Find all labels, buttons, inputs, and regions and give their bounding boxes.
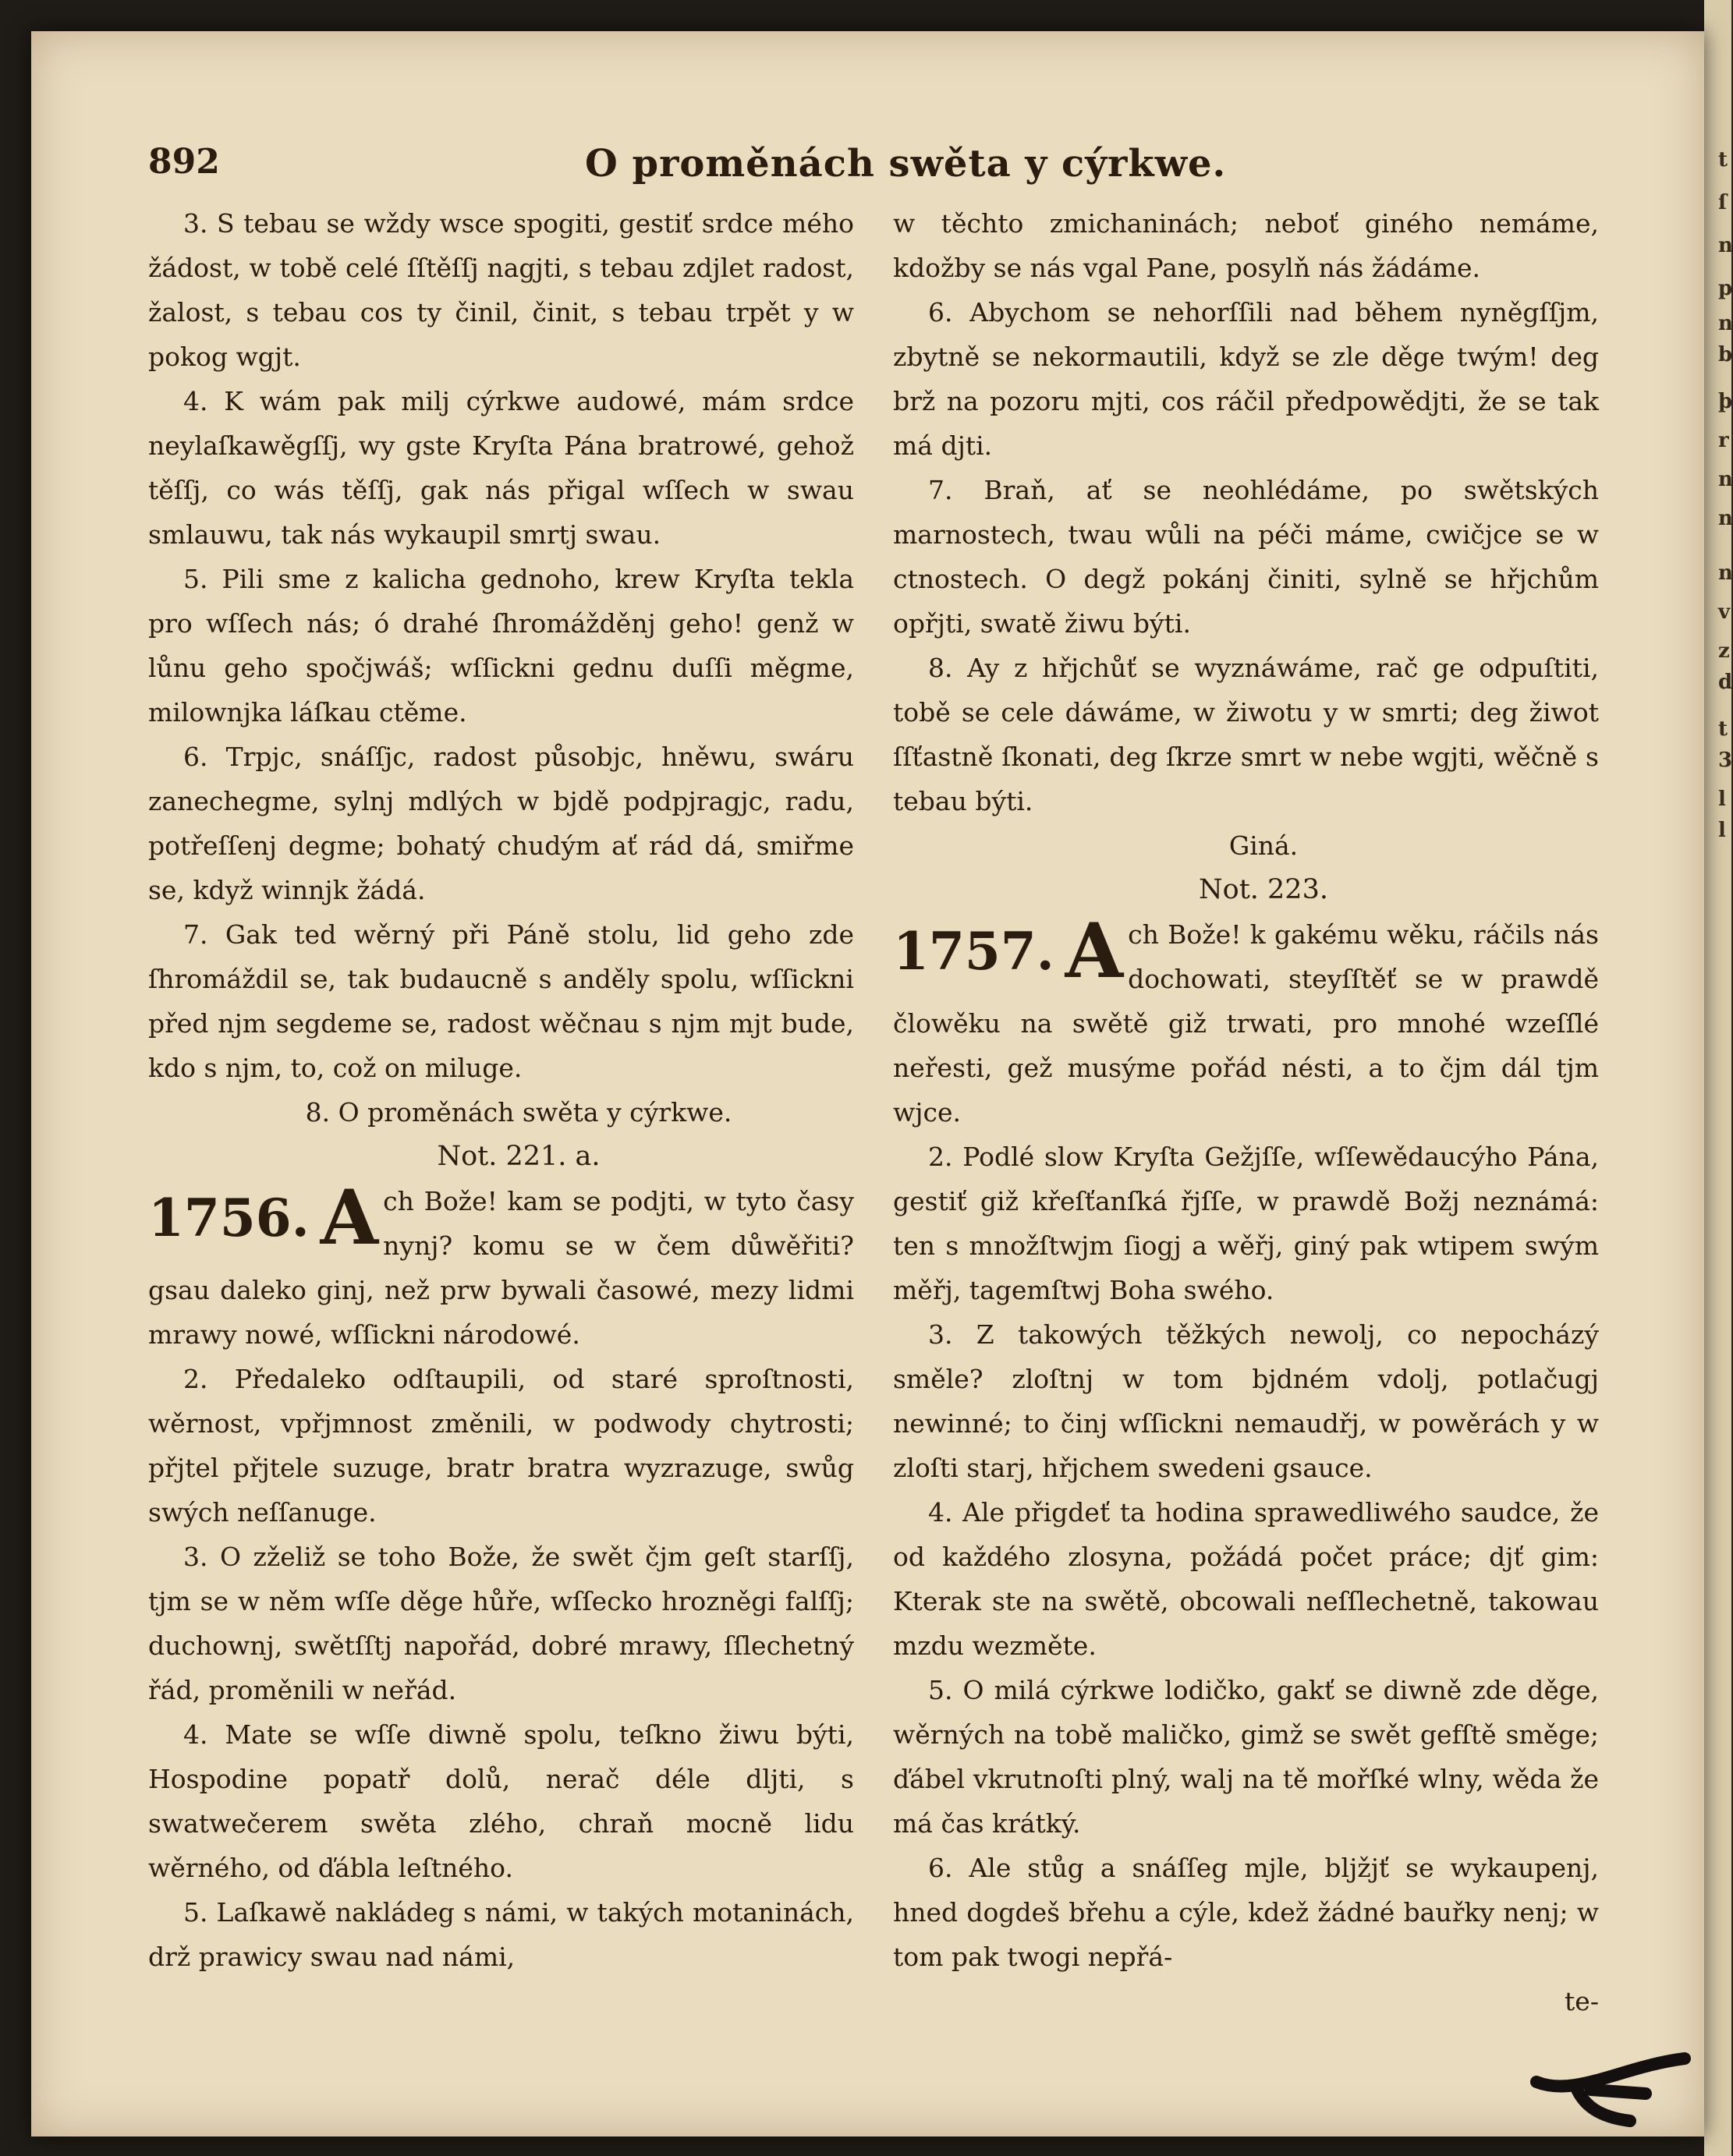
stanza: 2. Předaleko odſtaupili, od staré sproſtnosti, wěrnost, vpřjmnost změnili, w podwody chytrosti; přjtel přjtele suzuge, bratr bratra wyzrazuge, swůg swých neſſanuge. xyxy=(148,1364,854,1528)
edge-letter: ſ xyxy=(1718,191,1728,214)
tune-note: Not. 223. xyxy=(1199,874,1328,905)
drop-cap: A xyxy=(1065,907,1124,995)
edge-letter: l xyxy=(1718,788,1726,811)
stanza: 3. Z takowých těžkých newolj, co nepocházý směle? zloſtnj w tom bjdném vdolj, potlačugj newinné; to činj wſſickni nemaudřj, w powěrách y w zloſti starj, hřjchem swedeni gsauce. xyxy=(893,1319,1599,1483)
right-column xyxy=(893,201,1599,2023)
stanza: 6. Trpjc, snáſſjc, radost působjc, hněwu, swáru zanechegme, sylnj mdlých w bjdě podpjragjc, radu, potřeſſenj degme; bohatý chudým ať rád dá, smiřme se, když winnjk žádá. xyxy=(148,742,854,905)
edge-letter: p xyxy=(1718,277,1733,300)
stanza: 4. K wám pak milj cýrkwe audowé, mám srdce neylaſkawěgſſj, wy gste Kryſta Pána bratrowé, gehož těſſj, co wás těſſj, gak nás přigal wſſech w swau smlauwu, tak nás wykaupil smrtj swau. xyxy=(148,386,854,550)
song-title: 8. O proměnách swěta y cýrkwe. xyxy=(305,1097,732,1128)
edge-letter: b xyxy=(1718,343,1733,366)
edge-letter: d xyxy=(1718,671,1733,694)
stanza-continuation: w těchto zmichaninách; neboť giného nemáme, kdožby se nás vgal Pane, posylň nás žádáme. xyxy=(893,208,1599,283)
edge-letter: z xyxy=(1718,639,1730,663)
edge-letter: n xyxy=(1718,561,1733,585)
stanza: 5. Laſkawě nakládeg s námi, w takých motaninách, drž prawicy swau nad námi, xyxy=(148,1897,854,1972)
page-number: 892 xyxy=(148,142,220,182)
stanza: 6. Ale stůg a snáſſeg mjle, blјžjť se wykaupenj, hned dogdeš břehu a cýle, kdež žádné bauřky nenj; w tom pak twogi nepřá- xyxy=(893,1853,1599,1972)
edge-letter: v xyxy=(1718,600,1731,624)
ink-mark-icon xyxy=(1529,2051,1708,2129)
stanza: 8. Ay z hřjchůť se wyznáwáme, rač ge odpuſtiti, tobě se cele dáwáme, w žiwotu y w smrti; deg žiwot ſſťastně ſkonati, deg ſkrze smrt w nebe wgjti, wěčně s tebau býti. xyxy=(893,653,1599,816)
catchword: te- xyxy=(1565,1986,1599,2016)
hymn-first-stanza: ch Bože! kam se podjti, w tyto časy nynj? komu se w čem důwěřiti? gsau daleko ginj, než prw bywali časowé, mezy lidmi mrawy nowé, wſſickni národowé. xyxy=(148,1186,854,1350)
edge-letter: t xyxy=(1718,148,1728,172)
hymn-number: 1757. xyxy=(893,921,1054,982)
edge-letter: t xyxy=(1718,717,1728,741)
page-header xyxy=(148,142,1634,189)
hymn-number: 1756. xyxy=(148,1188,310,1248)
tune-note: Not. 221. a. xyxy=(437,1141,601,1172)
drop-cap: A xyxy=(320,1174,379,1262)
stanza: 7. Braň, ať se neohlédáme, po swětských marnostech, twau wůli na péči máme, cwičjce se w ctnostech. O degž pokánj činiti, sylně se hřjchům opřjti, swatě žiwu býti. xyxy=(893,475,1599,639)
stanza: 6. Abychom se nehorſſili nad během nyněgſſjm, zbytně se nekormautili, když se zle děge twým! deg brž na pozoru mjti, cos ráčil předpowědjti, že se tak má djti. xyxy=(893,297,1599,461)
edge-letter: n xyxy=(1718,468,1733,491)
edge-letter: n xyxy=(1718,234,1733,257)
stanza: 5. O milá cýrkwe lodičko, gakť se diwně zde děge, wěrných na tobě maličko, gimž se swět gefſtě směge; ďábel vkrutnoſti plný, walj na tě mořſké wlny, wěda že má čas krátký. xyxy=(893,1675,1599,1839)
stanza: 3. O zželiž se toho Bože, že swět čjm geſt starſſj, tjm se w něm wſſe děge hůře, wſſecko hrozněgi falſſj; duchownj, swětſſtj napořád, dobré mrawy, ſſlechetný řád, proměnili w neřád. xyxy=(148,1542,854,1705)
hymn-first-stanza: ch Bože! k gakému wěku, ráčils nás dochowati, steyſſtěť se w prawdě člowěku na swětě giž trwati, pro mnohé wzeſſlé neřesti, gež musýme pořád nésti, a to čjm dál tjm wjce. xyxy=(893,919,1599,1128)
edge-letter: n xyxy=(1718,312,1733,335)
running-title: O proměnách swěta y cýrkwe. xyxy=(585,142,1227,186)
edge-letter: 3 xyxy=(1718,749,1733,772)
edge-letter: þ xyxy=(1718,390,1733,413)
song-title: Giná. xyxy=(1228,830,1299,861)
edge-letter: l xyxy=(1718,819,1726,842)
stanza: 7. Gak ted wěrný při Páně stolu, lid geho zde ſhromáždil se, tak budaucně s anděly spolu, wſſickni před njm segdeme se, radost wěčnau s njm mjt bude, kdo s njm, to, což on miluge. xyxy=(148,919,854,1083)
stanza: 3. S tebau se wždy wsce spogiti, gestiť srdce mého žádost, w tobě celé ſſtěſſj nagjti, s tebau zdjlet radost, žalost, s tebau cos ty činil, činit, s tebau trpět y w pokog wgjt. xyxy=(148,208,854,372)
edge-letter: n xyxy=(1718,507,1733,530)
hymn-opening xyxy=(148,1174,854,1357)
stanza: 4. Mate se wſſe diwně spolu, teſkno žiwu býti, Hospodine popatř dolů, nerač déle dljti, s swatwečerem swěta zlého, chraň mocně lidu wěrného, od ďábla leſtného. xyxy=(148,1719,854,1883)
stanza: 5. Pili sme z kalicha gednoho, krew Kryſta tekla pro wſſech nás; ó drahé ſhromážděnj geho! genž w lůnu geho spočjwáš; wſſickni gednu duſſi měgme, milownjka láſkau ctěme. xyxy=(148,564,854,728)
left-column xyxy=(148,201,854,1979)
stanza: 4. Ale přigdeť ta hodina sprawedliwého saudce, že od každého zlosyna, požádá počet práce; djť gim: Kterak ste na swětě, obcowali neſſlechetně, takowau mzdu wezměte. xyxy=(893,1497,1599,1661)
stanza: 2. Podlé slow Kryſta Gežjſſe, wſſewědaucýho Pána, gestiť giž křeſťanſká řjſſe, w prawdě Božj neznámá: ten s množſtwjm ſiogj a wěřj, giný pak wtipem swým měřj, tagemſtwj Boha swého. xyxy=(893,1142,1599,1305)
edge-letter: r xyxy=(1718,429,1729,452)
hymn-opening xyxy=(893,907,1599,1135)
